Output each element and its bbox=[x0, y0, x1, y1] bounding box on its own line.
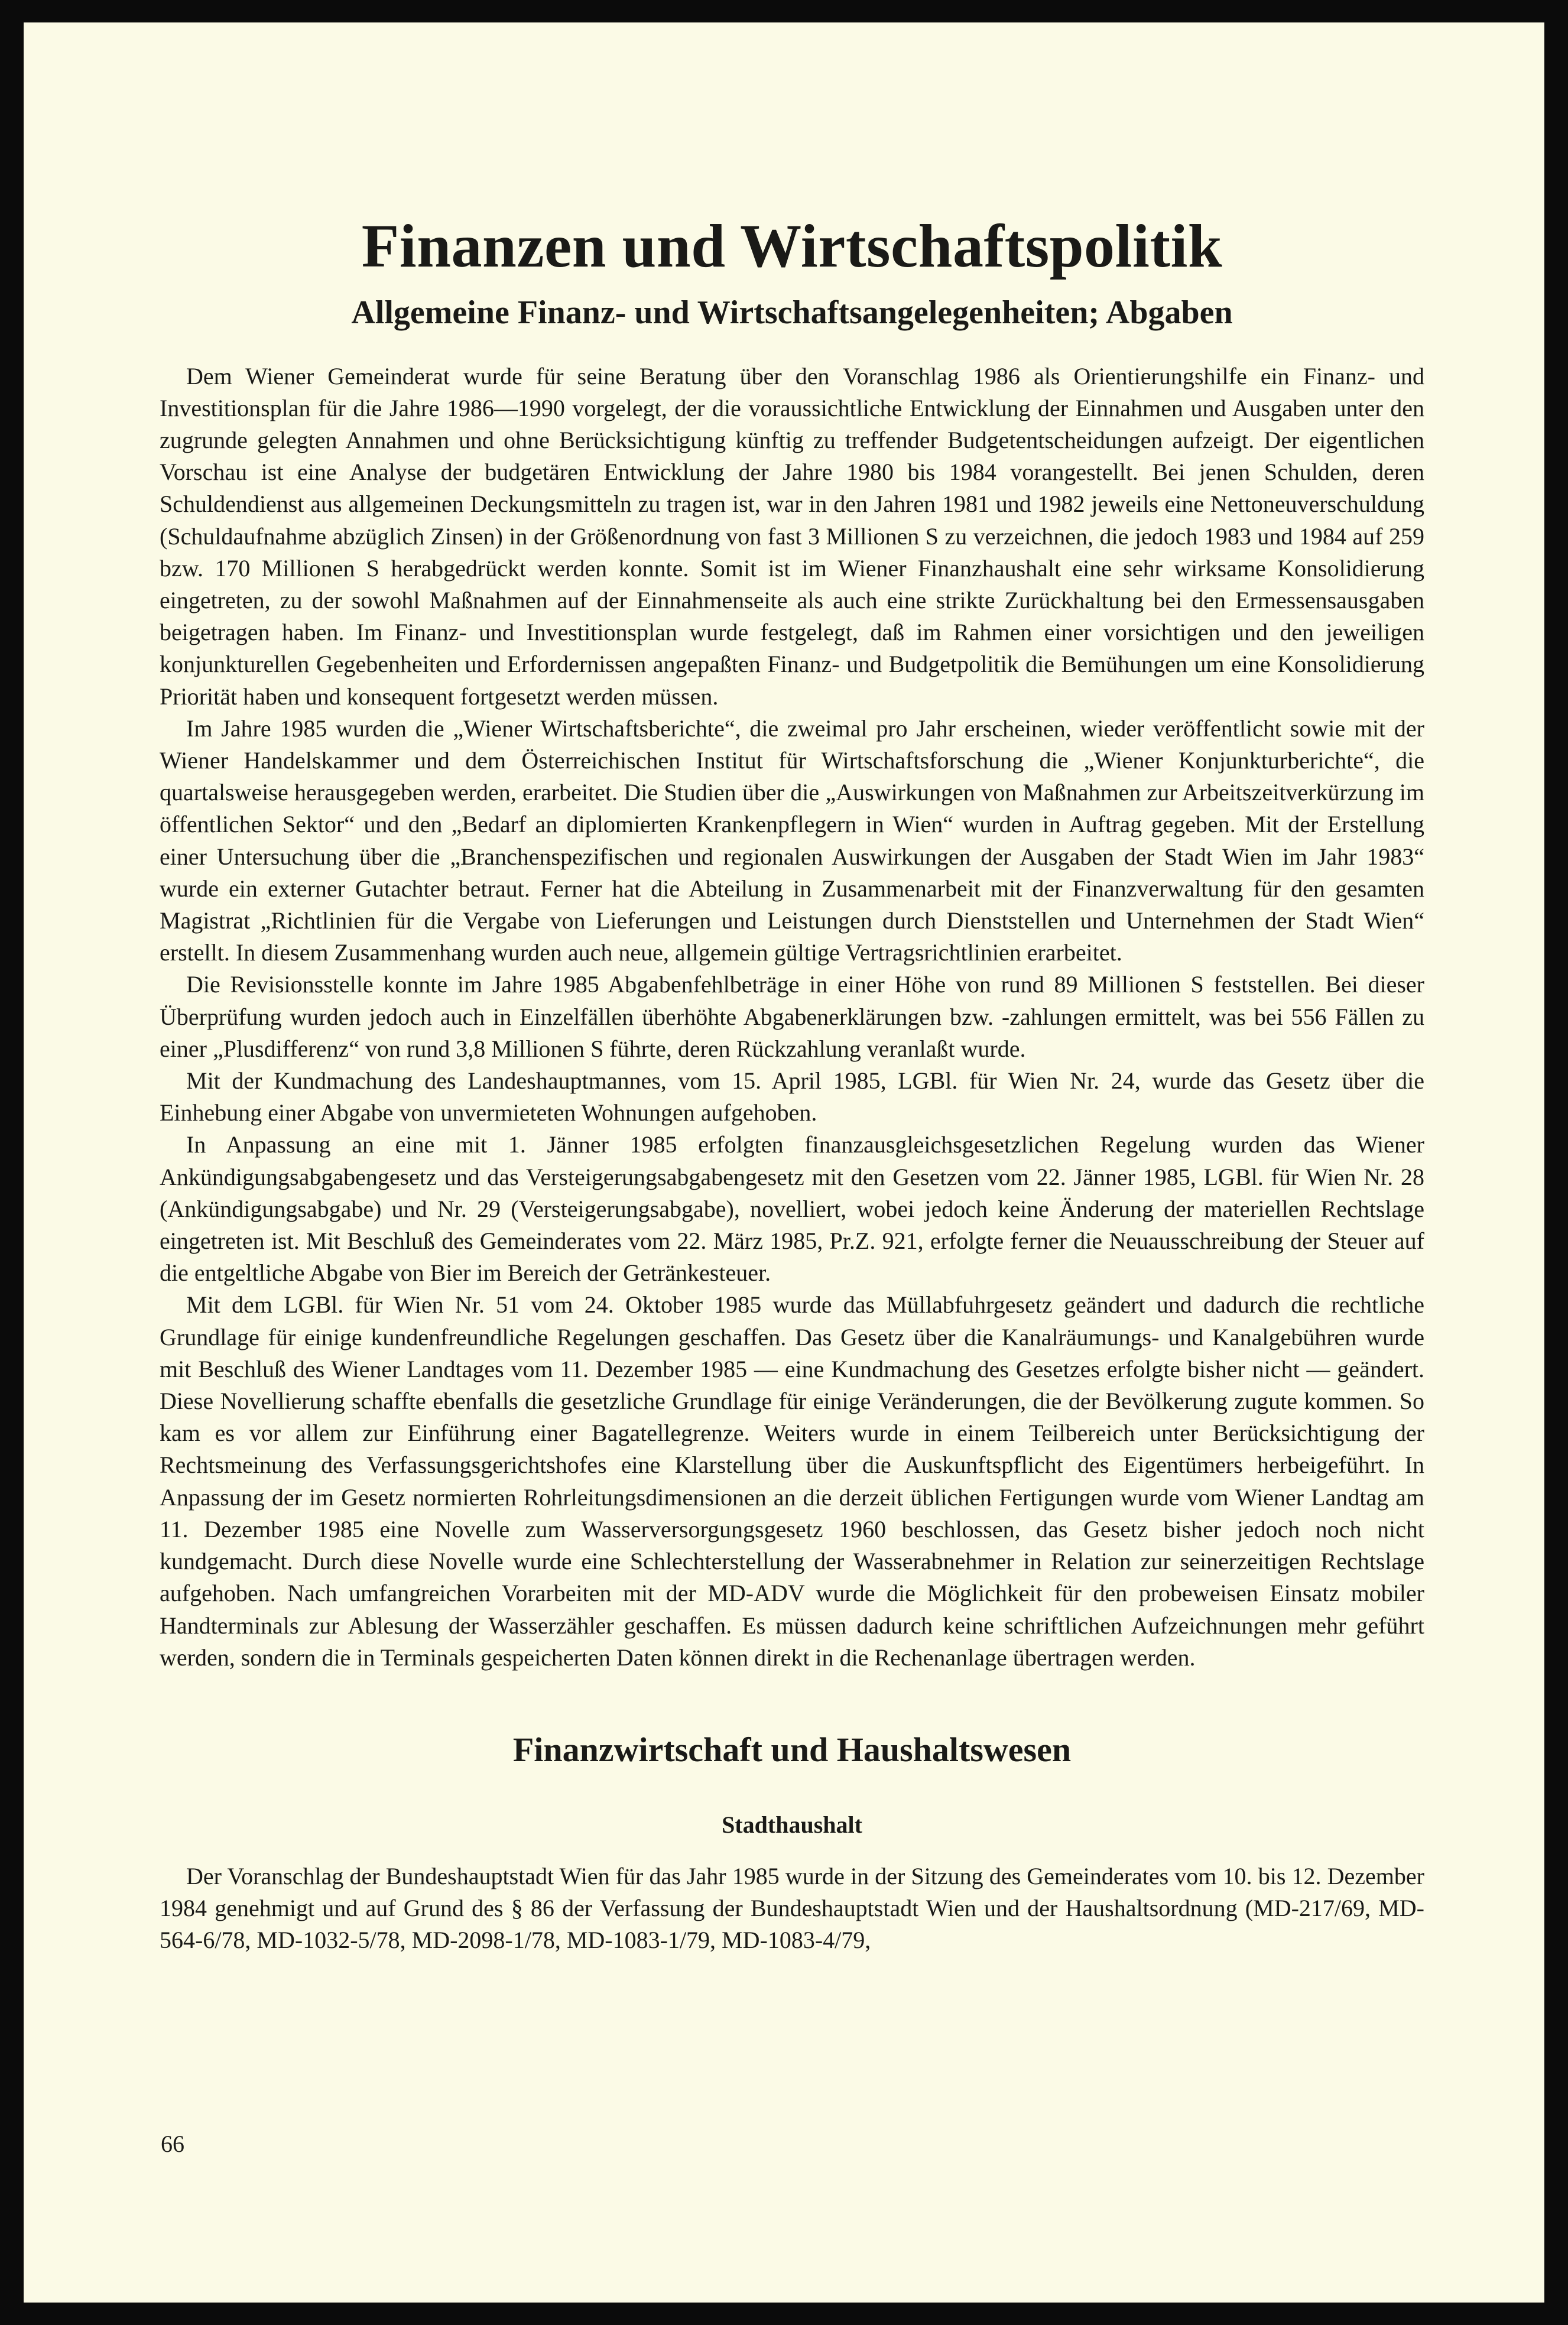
subsection-title: Stadthaushalt bbox=[722, 1811, 862, 1838]
paragraph: Mit der Kundmachung des Landeshauptmannes, vom 15. April 1985, LGBl. für Wien Nr. 24, wurde das Gesetz über die Einhebung einer Abgabe von unvermieteten Wohnungen aufgehoben. bbox=[160, 1067, 1424, 1126]
body-text bbox=[160, 361, 1424, 1674]
page-content bbox=[160, 213, 1424, 1956]
paragraph: In Anpassung an eine mit 1. Jänner 1985 erfolgten finanzausgleichsgesetzlichen Regelung wurden das Wiener Ankündigungsabgabengesetz und das Versteigerungsabgabengesetz mit den Gesetzen vom 22. Jänner 1985, LGBl. für Wien Nr. 28 (Ankündigungsabgabe) und Nr. 29 (Versteigerungsabgabe), novelliert, wobei jedoch keine Änderung der materiellen Rechtslage eingetreten ist. Mit Beschluß des Gemeinderates vom 22. März 1985, Pr.Z. 921, erfolgte ferner die Neuausschreibung der Steuer auf die entgeltliche Abgabe von Bier im Bereich der Getränkesteuer. bbox=[160, 1131, 1424, 1287]
paragraph: Dem Wiener Gemeinderat wurde für seine Beratung über den Voranschlag 1986 als Orientierungshilfe ein Finanz- und Investitionsplan für die Jahre 1986—1990 vorgelegt, der die voraussichtliche Entwicklung der Einnahmen und Ausgaben unter den zugrunde gelegten Annahmen und ohne Berücksichtigung künftig zu treffender Budgetentscheidungen aufzeigt. Der eigentlichen Vorschau ist eine Analyse der budgetären Entwicklung der Jahre 1980 bis 1984 vorangestellt. Bei jenen Schulden, deren Schuldendienst aus allgemeinen Deckungsmitteln zu tragen ist, war in den Jahren 1981 und 1982 jeweils eine Nettoneuverschuldung (Schuldaufnahme abzüglich Zinsen) in der Größenordnung von fast 3 Millionen S zu verzeichnen, die jedoch 1983 und 1984 auf 259 bzw. 170 Millionen S herabgedrückt werden konnte. Somit ist im Wiener Finanzhaushalt eine sehr wirksame Konsolidierung eingetreten, zu der sowohl Maßnahmen auf der Einnahmenseite als auch eine strikte Zurückhaltung bei den Ermessensausgaben beigetragen haben. Im Finanz- und Investitionsplan wurde festgelegt, daß im Rahmen einer vorsichtigen und den jeweiligen konjunkturellen Gegebenheiten und Erfordernissen angepaßten Finanz- und Budgetpolitik die Bemühungen um eine Konsolidierung Priorität haben und konsequent fortgesetzt werden müssen. bbox=[160, 362, 1424, 710]
paragraph: Der Voranschlag der Bundeshauptstadt Wien für das Jahr 1985 wurde in der Sitzung des Gemeinderates vom 10. bis 12. Dezember 1984 genehmigt und auf Grund des § 86 der Verfassung der Bundeshauptstadt Wien und der Haushaltsordnung (MD-217/69, MD-564-6/78, MD-1032-5/78, MD-2098-1/78, MD-1083-1/79, MD-1083-4/79, bbox=[160, 1862, 1424, 1953]
page-number: 66 bbox=[161, 2131, 184, 2157]
paragraph: Im Jahre 1985 wurden die „Wiener Wirtschaftsberichte“, die zweimal pro Jahr erscheinen, wieder veröffentlicht sowie mit der Wiener Handelskammer und dem Österreichischen Institut für Wirtschaftsforschung die „Wiener Konjunkturberichte“, die quartalsweise herausgegeben werden, erarbeitet. Die Studien über die „Auswirkungen von Maßnahmen zur Arbeitszeitverkürzung im öffentlichen Sektor“ und den „Bedarf an diplomierten Krankenpflegern in Wien“ wurden in Auftrag gegeben. Mit der Erstellung einer Untersuchung über die „Branchenspezifischen und regionalen Auswirkungen der Ausgaben der Stadt Wien im Jahr 1983“ wurde ein externer Gutachter betraut. Ferner hat die Abteilung in Zusammenarbeit mit der Finanzverwaltung für den gesamten Magistrat „Richtlinien für die Vergabe von Lieferungen und Leistungen durch Dienststellen und Unternehmen der Stadt Wien“ erstellt. In diesem Zusammenhang wurden auch neue, allgemein gültige Vertragsrichtlinien erarbeitet. bbox=[160, 715, 1424, 966]
paragraph: Mit dem LGBl. für Wien Nr. 51 vom 24. Oktober 1985 wurde das Müllabfuhrgesetz geändert und dadurch die rechtliche Grundlage für einige kundenfreundliche Regelungen geschaffen. Das Gesetz über die Kanalräumungs- und Kanalgebühren wurde mit Beschluß des Wiener Landtages vom 11. Dezember 1985 — eine Kundmachung des Gesetzes erfolgte bisher nicht — geändert. Diese Novellierung schaffte ebenfalls die gesetzliche Grundlage für einige Veränderungen, die der Bevölkerung zugute kommen. So kam es vor allem zur Einführung einer Bagatellegrenze. Weiters wurde in einem Teilbereich unter Berücksichtigung der Rechtsmeinung des Verfassungsgerichtshofes eine Klarstellung über die Auskunftspflicht des Eigentümers herbeigeführt. In Anpassung der im Gesetz normierten Rohrleitungsdimensionen an die derzeit üblichen Fertigungen wurde vom Wiener Landtag am 11. Dezember 1985 eine Novelle zum Wasserversorgungsgesetz 1960 beschlossen, das Gesetz bisher jedoch noch nicht kundgemacht. Durch diese Novelle wurde eine Schlechterstellung der Wasserabnehmer in Relation zur seinerzeitigen Rechtslage aufgehoben. Nach umfangreichen Vorarbeiten mit der MD-ADV wurde die Möglichkeit für den probeweisen Einsatz mobiler Handterminals zur Ablesung der Wasserzähler geschaffen. Es müssen dadurch keine schriftlichen Aufzeichnungen mehr geführt werden, sondern die in Terminals gespeicherten Daten können direkt in die Rechenanlage übertragen werden. bbox=[160, 1291, 1424, 1671]
section-body-text bbox=[160, 1860, 1424, 1957]
section-title: Finanzwirtschaft und Haushaltswesen bbox=[512, 1730, 1072, 1769]
page-title: Finanzen und Wirtschaftspolitik bbox=[361, 212, 1223, 280]
document-page bbox=[24, 22, 1544, 2303]
paragraph: Die Revisionsstelle konnte im Jahre 1985 Abgabenfehlbeträge in einer Höhe von rund 89 Millionen S feststellen. Bei dieser Überprüfung wurden jedoch auch in Einzelfällen überhöhte Abgabenerklärungen bzw. -zahlungen ermittelt, was bei 556 Fällen zu einer „Plusdifferenz“ von rund 3,8 Millionen S führte, deren Rückzahlung veranlaßt wurde. bbox=[160, 971, 1424, 1062]
page-subtitle: Allgemeine Finanz- und Wirtschaftsangelegenheiten; Abgaben bbox=[351, 294, 1233, 332]
